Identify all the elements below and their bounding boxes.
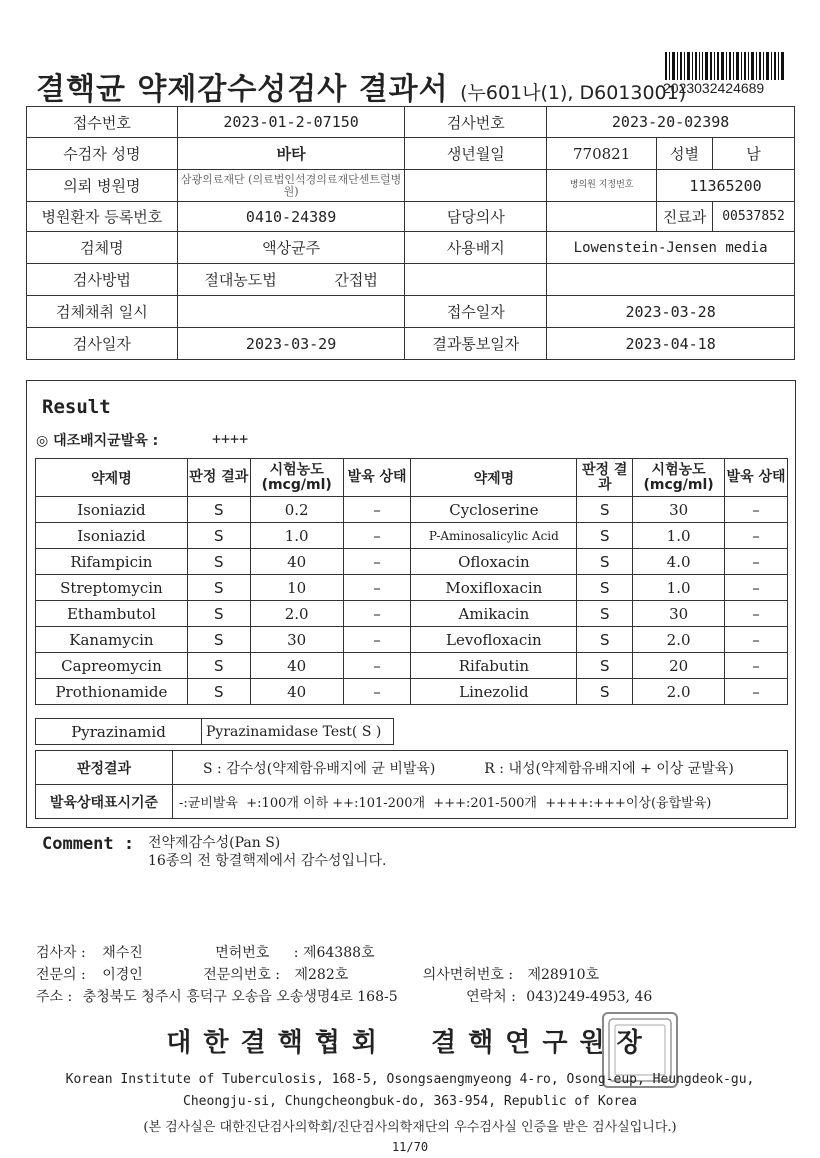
- license-label: 면허번호: [215, 945, 270, 961]
- doctor-label: 담당의사: [405, 202, 547, 232]
- sex-value: 남: [713, 138, 795, 170]
- left-conc-cell: 40: [250, 653, 343, 679]
- legend-table: [35, 750, 788, 819]
- receipt-no-label: 접수번호: [27, 107, 178, 138]
- right-drug-cell: Cycloserine: [411, 497, 577, 523]
- reported-date: 2023-04-18: [547, 328, 795, 360]
- right-conc-cell: 1.0: [633, 575, 725, 601]
- footer-line-1: [36, 942, 375, 962]
- table-row: [36, 523, 788, 549]
- right-drug-cell: Moxifloxacin: [411, 575, 577, 601]
- left-drug-cell: Prothionamide: [36, 679, 188, 705]
- doctor-license-label: 의사면허번호 :: [422, 967, 514, 983]
- method-1: 절대농도법: [204, 271, 277, 289]
- left-growth-cell: –: [343, 549, 411, 575]
- result-heading: Result: [42, 396, 111, 418]
- hospital-name: 삼광의료재단 (의료법인석경의료재단센트럴병원): [177, 170, 405, 202]
- address-label: 주소 :: [36, 989, 73, 1005]
- header-conc-left: 시험농도 (mcg/ml): [250, 459, 343, 497]
- right-judge-cell: S: [577, 627, 633, 653]
- header-judge-right: 판정 결과: [577, 459, 633, 497]
- address-value: 충청북도 청주시 흥덕구 오송읍 오송생명4로 168-5: [82, 989, 398, 1005]
- left-conc-cell: 1.0: [250, 523, 343, 549]
- patient-reg-label: 병원환자 등록번호: [27, 202, 178, 232]
- susceptibility-table: [35, 458, 788, 705]
- pza-value: Pyrazinamidase Test( S ): [202, 719, 394, 745]
- tested-date: 2023-03-29: [177, 328, 405, 360]
- right-judge-cell: S: [577, 601, 633, 627]
- footer-line-3: [36, 986, 652, 1006]
- control-growth-label: ◎ 대조배지균발육 :: [36, 433, 159, 449]
- judge-legend-r: R : 내성(약제함유배지에 + 이상 균발육): [484, 760, 734, 777]
- left-growth-cell: –: [343, 497, 411, 523]
- header-judge-left: 판정 결과: [187, 459, 250, 497]
- method-value: [177, 264, 405, 296]
- right-growth-cell: –: [725, 575, 788, 601]
- right-conc-cell: 1.0: [633, 523, 725, 549]
- medium-value: Lowenstein-Jensen media: [547, 232, 795, 264]
- test-no-label: 검사번호: [405, 107, 547, 138]
- received-label: 접수일자: [405, 296, 547, 328]
- left-judge-cell: S: [187, 601, 250, 627]
- right-judge-cell: S: [577, 523, 633, 549]
- left-drug-cell: Isoniazid: [36, 497, 188, 523]
- table-row: [36, 497, 788, 523]
- patient-reg-no: 0410-24389: [177, 202, 405, 232]
- right-conc-cell: 20: [633, 653, 725, 679]
- received-date: 2023-03-28: [547, 296, 795, 328]
- sex-label: 성별: [657, 138, 713, 170]
- right-growth-cell: –: [725, 523, 788, 549]
- left-conc-cell: 40: [250, 679, 343, 705]
- right-drug-cell: Amikacin: [411, 601, 577, 627]
- patient-name-label: 수검자 성명: [27, 138, 178, 170]
- left-growth-cell: –: [343, 679, 411, 705]
- control-growth-value: ++++: [212, 430, 249, 448]
- birth-date: 770821: [547, 138, 657, 170]
- patient-name: 바타: [177, 138, 405, 170]
- header-conc-right: 시험농도 (mcg/ml): [633, 459, 725, 497]
- barcode: [665, 52, 785, 80]
- right-drug-cell: Linezolid: [411, 679, 577, 705]
- header-drug-left: 약제명: [36, 459, 188, 497]
- specialist-no: 제282호: [294, 967, 349, 983]
- header-drug-right: 약제명: [411, 459, 577, 497]
- document-title: [36, 64, 686, 108]
- comment-line-1: 전약제감수성(Pan S): [148, 835, 281, 851]
- title-code: (누601나(1), D6013001): [460, 82, 687, 104]
- right-growth-cell: –: [725, 601, 788, 627]
- left-drug-cell: Capreomycin: [36, 653, 188, 679]
- judge-legend: [173, 751, 788, 785]
- judge-legend-label: 판정결과: [36, 751, 173, 785]
- eng-address-line-2: Cheongju-si, Chungcheongbuk-do, 363-954, Republic of Korea: [183, 1094, 637, 1109]
- specialist-label: 전문의 :: [36, 967, 86, 983]
- birth-label: 생년월일: [405, 138, 547, 170]
- right-drug-cell: Rifabutin: [411, 653, 577, 679]
- doctor-name: [547, 202, 657, 232]
- right-judge-cell: S: [577, 549, 633, 575]
- left-drug-cell: Rifampicin: [36, 549, 188, 575]
- left-drug-cell: Isoniazid: [36, 523, 188, 549]
- left-judge-cell: S: [187, 575, 250, 601]
- left-growth-cell: –: [343, 653, 411, 679]
- left-drug-cell: Ethambutol: [36, 601, 188, 627]
- left-conc-cell: 0.2: [250, 497, 343, 523]
- comment-line-2: 16종의 전 항결핵제에서 감수성입니다.: [148, 853, 387, 869]
- right-drug-cell: Ofloxacin: [411, 549, 577, 575]
- growth-legend-label: 발육상태표시기준: [36, 785, 173, 819]
- hospital-code-label: 병의원 지정번호: [547, 170, 657, 202]
- left-conc-cell: 30: [250, 627, 343, 653]
- left-judge-cell: S: [187, 523, 250, 549]
- receipt-no: 2023-01-2-07150: [177, 107, 405, 138]
- right-conc-cell: 30: [633, 601, 725, 627]
- dept-label: 진료과: [657, 202, 713, 232]
- dept-value: 00537852: [713, 202, 795, 232]
- header-growth-right: 발육 상태: [725, 459, 788, 497]
- specimen-label: 검체명: [27, 232, 178, 264]
- table-row: [36, 549, 788, 575]
- left-judge-cell: S: [187, 497, 250, 523]
- license-no: : 제64388호: [293, 945, 375, 961]
- right-judge-cell: S: [577, 679, 633, 705]
- title-text: 결핵균 약제감수성검사 결과서: [36, 72, 449, 107]
- specialist-no-label: 전문의번호 :: [203, 967, 281, 983]
- tester-name: 채수진: [102, 945, 143, 961]
- comment-label: Comment :: [42, 834, 135, 854]
- doctor-license-no: 제28910호: [527, 967, 600, 983]
- left-conc-cell: 10: [250, 575, 343, 601]
- specimen-value: 액상균주: [177, 232, 405, 264]
- medium-label: 사용배지: [405, 232, 547, 264]
- patient-info-table: [26, 106, 795, 360]
- eng-address-line-1: Korean Institute of Tuberculosis, 168-5, Osongsaengmyeong 4-ro, Osong-eup, Heungdeok-gu,: [65, 1072, 755, 1087]
- left-growth-cell: –: [343, 627, 411, 653]
- right-drug-cell: P-Aminosalicylic Acid: [411, 523, 577, 549]
- barcode-number: 2023032424689: [663, 80, 765, 96]
- table-row: [36, 601, 788, 627]
- left-judge-cell: S: [187, 679, 250, 705]
- pza-table: [35, 718, 394, 745]
- judge-legend-s: S : 감수성(약제함유배지에 균 비발육): [203, 760, 436, 777]
- left-judge-cell: S: [187, 627, 250, 653]
- left-growth-cell: –: [343, 601, 411, 627]
- specialist-name: 이경인: [102, 967, 143, 983]
- right-conc-cell: 4.0: [633, 549, 725, 575]
- hospital-label: 의뢰 병원명: [27, 170, 178, 202]
- pza-label: Pyrazinamid: [36, 719, 202, 745]
- hospital-code: 11365200: [657, 170, 795, 202]
- table-row: [36, 653, 788, 679]
- organization-name: 대한결핵협회 결핵연구원장: [166, 1028, 654, 1058]
- right-conc-cell: 2.0: [633, 679, 725, 705]
- header-growth-left: 발육 상태: [343, 459, 411, 497]
- left-judge-cell: S: [187, 653, 250, 679]
- left-conc-cell: 2.0: [250, 601, 343, 627]
- contact-value: 043)249-4953, 46: [526, 989, 653, 1005]
- page-number: 11/70: [391, 1140, 429, 1154]
- right-growth-cell: –: [725, 549, 788, 575]
- right-judge-cell: S: [577, 575, 633, 601]
- right-conc-cell: 30: [633, 497, 725, 523]
- table-row: [36, 575, 788, 601]
- right-growth-cell: –: [725, 627, 788, 653]
- test-no: 2023-20-02398: [547, 107, 795, 138]
- method-2: 간접법: [334, 271, 378, 289]
- left-conc-cell: 40: [250, 549, 343, 575]
- collect-label: 검체채취 일시: [27, 296, 178, 328]
- right-drug-cell: Levofloxacin: [411, 627, 577, 653]
- table-row: [36, 627, 788, 653]
- method-label: 검사방법: [27, 264, 178, 296]
- left-drug-cell: Kanamycin: [36, 627, 188, 653]
- right-judge-cell: S: [577, 497, 633, 523]
- collect-value: [177, 296, 405, 328]
- right-growth-cell: –: [725, 653, 788, 679]
- reported-label: 결과통보일자: [405, 328, 547, 360]
- left-growth-cell: –: [343, 575, 411, 601]
- right-growth-cell: –: [725, 679, 788, 705]
- right-judge-cell: S: [577, 653, 633, 679]
- left-growth-cell: –: [343, 523, 411, 549]
- footer-line-2: [36, 964, 599, 984]
- left-judge-cell: S: [187, 549, 250, 575]
- tested-label: 검사일자: [27, 328, 178, 360]
- left-drug-cell: Streptomycin: [36, 575, 188, 601]
- table-row: [36, 679, 788, 705]
- certification-note: (본 검사실은 대한진단검사의학회/진단검사의학재단의 우수검사실 인증을 받은 검사실입니다.): [143, 1120, 677, 1135]
- right-conc-cell: 2.0: [633, 627, 725, 653]
- contact-label: 연락처 :: [466, 989, 516, 1005]
- right-growth-cell: –: [725, 497, 788, 523]
- tester-label: 검사자 :: [36, 945, 86, 961]
- growth-legend: -:균비발육 +:100개 이하 ++:101-200개 +++:201-500개 ++++:+++이상(융합발육): [173, 785, 788, 819]
